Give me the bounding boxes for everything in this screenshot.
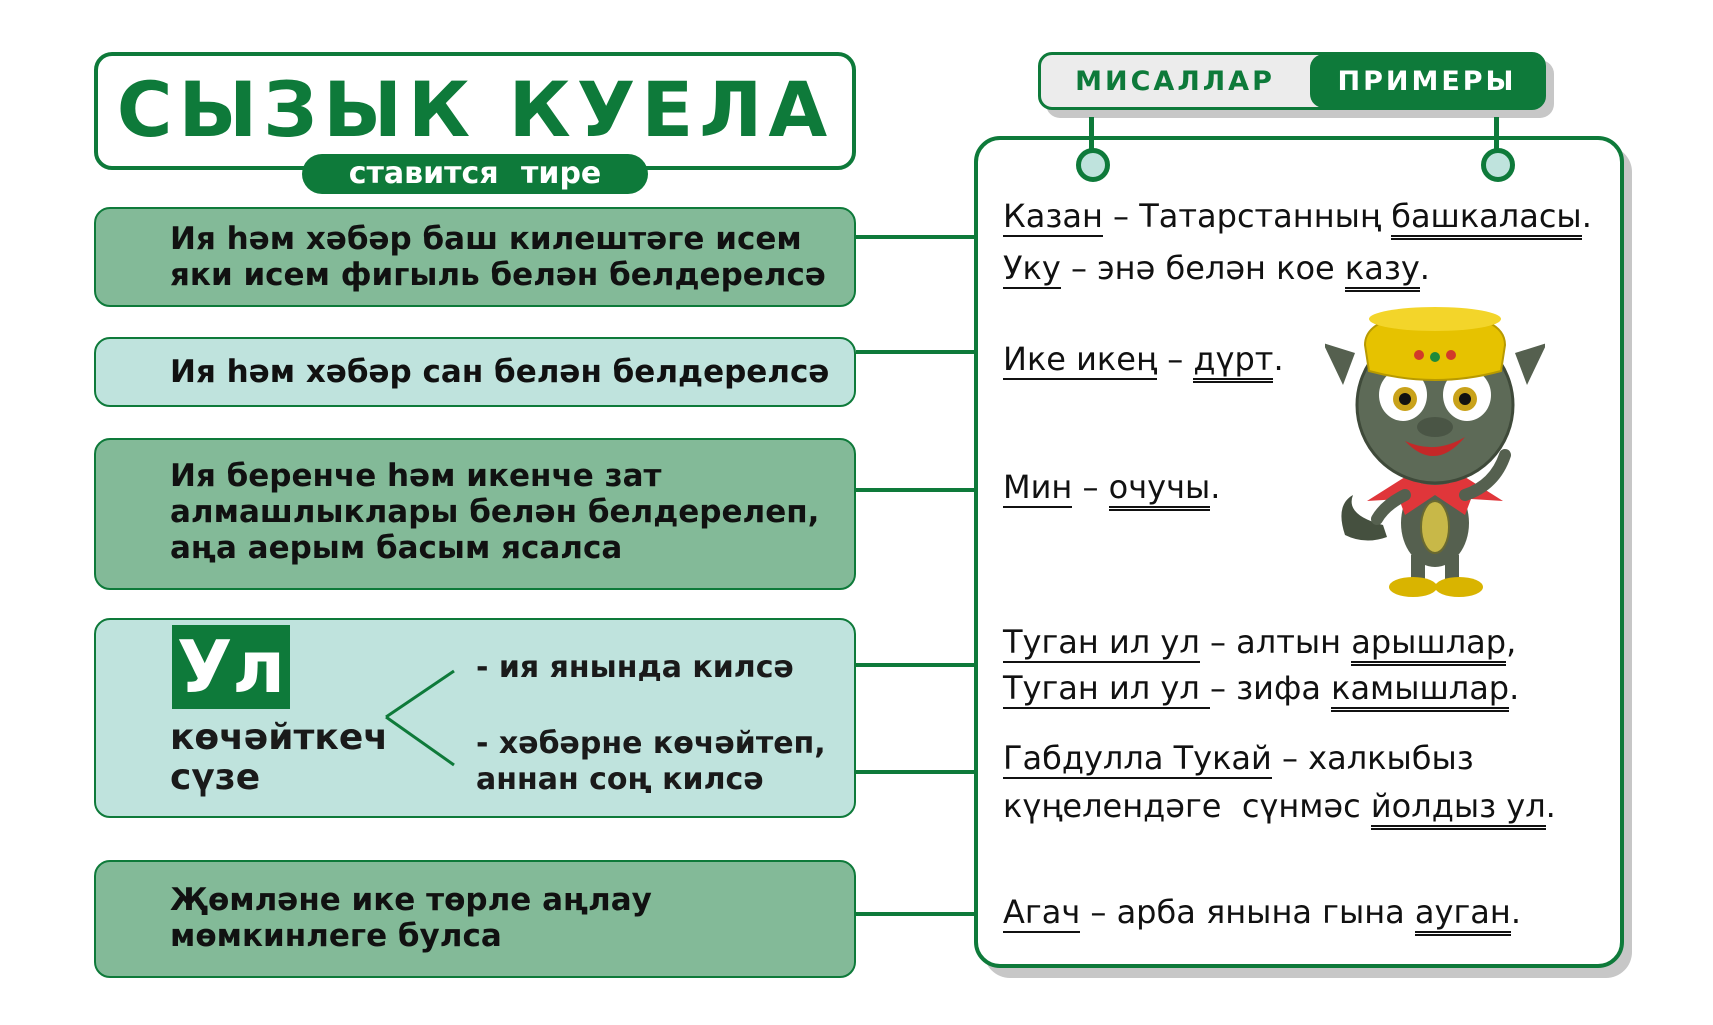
rule-box-2 (94, 337, 856, 407)
ex8-end: . (1545, 787, 1556, 825)
connector-5 (856, 912, 974, 916)
ul-caption-line-2: сүзе (170, 757, 261, 798)
ex3-end: . (1273, 340, 1284, 378)
ex3-mid: – (1157, 340, 1194, 378)
ex8-pre: күңелендәге сүнмәс (1003, 787, 1371, 825)
branch-1: - ия янында килсә (476, 650, 794, 685)
ex6-end: . (1509, 669, 1520, 707)
rule-3-line-2: алмашлыклары белән белдерелеп, (170, 494, 820, 530)
ex9-mid: – арба янына гына (1080, 893, 1415, 931)
ex2-end: . (1419, 249, 1430, 287)
rule-1-line-1: Ия һәм хәбәр баш килештәге исем (170, 221, 802, 257)
ex6-mid: – зифа (1209, 669, 1332, 707)
ex4-predicate: очучы (1109, 468, 1211, 511)
example-1 (1003, 196, 1592, 236)
ex2-predicate: казу (1345, 249, 1420, 292)
branch-lines (380, 665, 460, 775)
ex6-predicate: камышлар (1331, 669, 1509, 712)
branch-2-line-1: - хәбәрне көчәйтеп, (476, 726, 826, 761)
tab-label-russian: ПРИМЕРЫ (1310, 54, 1544, 108)
ex4-mid: – (1072, 468, 1109, 506)
example-2 (1003, 248, 1430, 288)
ex9-end: . (1510, 893, 1521, 931)
connector-4b (856, 770, 974, 774)
ex5-end: , (1506, 623, 1517, 661)
example-5 (1003, 622, 1516, 662)
page-title: СЫЗЫК КУЕЛА (116, 65, 834, 154)
ul-caption-line-1: көчәйткеч (170, 717, 388, 758)
connector-4a (856, 663, 974, 667)
ex3-subject: Ике икең (1003, 340, 1158, 378)
rule-3-line-3: аңа аерым басым ясалса (170, 530, 623, 566)
ex9-predicate: ауган (1415, 893, 1511, 936)
connector-1 (856, 235, 974, 239)
ul-badge: Ул (172, 625, 290, 709)
ex1-predicate: башкаласы (1391, 197, 1581, 240)
ex7-mid: – халкыбыз (1271, 739, 1474, 777)
mascot-icon (1325, 305, 1545, 605)
ex4-subject: Мин (1003, 468, 1073, 506)
ring-left-icon (1076, 148, 1110, 182)
tab-label-tatar: МИСАЛЛАР (1075, 66, 1275, 97)
rule-box-5 (94, 860, 856, 978)
branch-2 (476, 726, 826, 798)
ring-stem-right (1494, 117, 1499, 151)
connector-3 (856, 488, 974, 492)
example-8 (1003, 786, 1556, 826)
rule-2-line-1: Ия һәм хәбәр сан белән белдерелсә (170, 354, 830, 390)
example-6 (1003, 668, 1519, 708)
example-7 (1003, 738, 1474, 778)
ring-right-icon (1481, 148, 1515, 182)
example-3 (1003, 339, 1284, 379)
example-9 (1003, 892, 1521, 932)
rule-5-line-1: Җөмләне ике төрле аңлау (170, 882, 652, 918)
connector-2 (856, 350, 974, 354)
rule-box-1 (94, 207, 856, 307)
rule-5-line-2: мөмкинлеге булса (170, 918, 502, 954)
rule-1-line-2: яки исем фигыль белән белдерелсә (170, 257, 826, 293)
example-4 (1003, 467, 1220, 507)
ex5-mid: – алтын (1199, 623, 1352, 661)
ex1-mid: – Татарстанның (1102, 197, 1392, 235)
rule-3-text (170, 458, 819, 566)
rule-5-text (170, 882, 652, 954)
rule-1-text (170, 221, 826, 293)
ex1-end: . (1581, 197, 1592, 235)
ex5-subject: Туган ил ул (1003, 623, 1200, 661)
rule-box-3 (94, 438, 856, 590)
ex6-subject: Туган ил ул (1003, 669, 1210, 707)
ex8-predicate: йолдыз ул (1371, 787, 1546, 830)
ex2-mid: – энә белән кое (1060, 249, 1345, 287)
ex5-predicate: арышлар (1351, 623, 1506, 666)
ex3-predicate: дүрт (1193, 340, 1273, 383)
ul-caption (170, 718, 388, 798)
ex7-subject: Габдулла Тукай (1003, 739, 1272, 777)
ex2-subject: Уку (1003, 249, 1061, 287)
branch-2-line-2: аннан соң килсә (476, 762, 764, 797)
rule-3-line-1: Ия беренче һәм икенче зат (170, 458, 662, 494)
ex9-subject: Агач (1003, 893, 1081, 931)
ring-stem-left (1089, 117, 1094, 151)
ex4-end: . (1210, 468, 1221, 506)
ex1-subject: Казан (1003, 197, 1103, 235)
subtitle-pill: ставится тире (302, 154, 648, 194)
